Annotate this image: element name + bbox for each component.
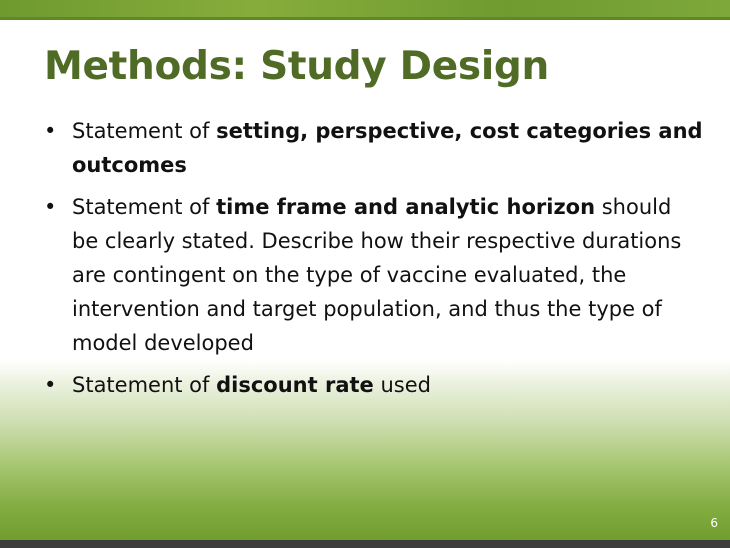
bullet-dot-icon: • bbox=[44, 119, 57, 143]
bullet-3-suffix: used bbox=[373, 373, 431, 397]
bullet-dot-icon: • bbox=[44, 195, 57, 219]
bullet-2-suffix: should be clearly stated. Describe how their respective durations are contingent on the type of vaccine evaluated, the intervention and target population, and thus the type of model developed bbox=[72, 195, 682, 355]
bullet-item-2 bbox=[44, 190, 704, 360]
bullet-list bbox=[44, 114, 704, 410]
bullet-2-prefix: Statement of bbox=[72, 195, 217, 219]
bullet-3-prefix: Statement of bbox=[72, 373, 217, 397]
bullet-item-1 bbox=[44, 114, 704, 182]
bullet-2-bold: time frame and analytic horizon bbox=[216, 195, 596, 219]
bullet-3-bold: discount rate bbox=[216, 373, 374, 397]
bullet-dot-icon: • bbox=[44, 373, 57, 397]
page-number: 6 bbox=[710, 516, 718, 530]
bullet-item-3 bbox=[44, 368, 704, 402]
bottom-bar bbox=[0, 540, 730, 548]
bullet-1-bold: setting, perspective, cost categories and outcomes bbox=[72, 119, 703, 177]
top-grass-band bbox=[0, 0, 730, 20]
bullet-1-prefix: Statement of bbox=[72, 119, 217, 143]
slide-title: Methods: Study Design bbox=[44, 44, 549, 89]
